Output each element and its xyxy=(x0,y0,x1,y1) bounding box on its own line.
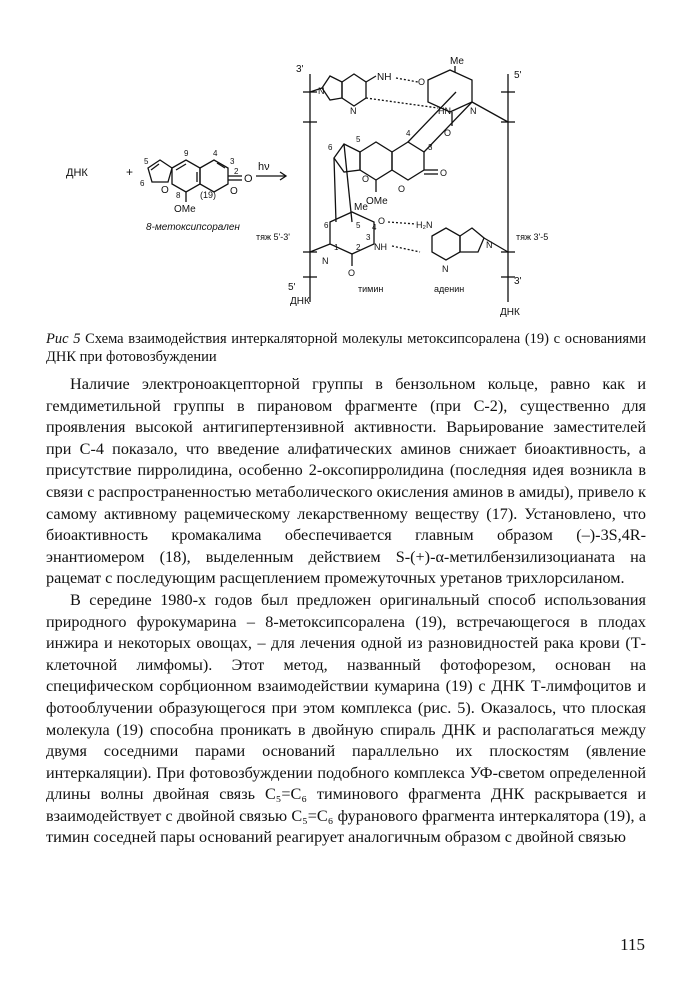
oxygen-top-thymine-2: O xyxy=(444,128,452,138)
oxygen-bottom-thymine: O xyxy=(378,216,386,226)
center-methoxy: OMe xyxy=(366,196,388,207)
ring-oxygen-7: O xyxy=(161,185,169,196)
adenine-label: аденин xyxy=(434,284,465,294)
hn-top-thymine: HN xyxy=(438,106,451,116)
amino-bottom: H₂N xyxy=(416,220,433,230)
dna-label-bottom-left: ДНК xyxy=(290,296,310,307)
bottom-num-5: 5 xyxy=(356,221,361,230)
adenine-top-six-ring xyxy=(342,74,366,106)
methyl-bottom: Me xyxy=(354,202,368,213)
strand-end-3-top: 3' xyxy=(296,64,304,75)
benzene-ring xyxy=(172,160,200,192)
oxygen-top-thymine: O xyxy=(418,77,426,87)
center-carbonyl-o: O xyxy=(440,168,448,178)
paragraph-2: В середине 1980-х годов был предложен оригинальный способ использования природного фурокумарина – 8-метоксипсоралена (19), встречающегося в плодах инжира и некоторых овощах, – для лечения одной из разновидностей рака крови (Т-клеточной лимфомы). Этот метод, названный фотофорезом, основан на специфическом сорбционном взаимодействии кумарина (19) с ДНК Т-лимфоцитов и фотооблучении образующегося при этом комплекса (рис. 5). Оказалось, что плоская молекула (19) способна проникать в двойную спираль ДНК и располагаться между двумя соседними парами оснований параллельно их плоскостям (явление интеркаляции). При фотовозбуждении подобного комплекса УФ-светом определенной длины волны двойная связь C₅=C₆ тиминового фрагмента ДНК раскрывается и взаимодействует с двойной связью C₅=C₆ фуранового фрагмента интеркалятора (19), а тимин соседней пары оснований реагирует аналогичным образом с двойной связью xyxy=(46,590,646,847)
amino-top: NH xyxy=(377,72,392,83)
caption-text: Схема взаимодействия интеркаляторной молекулы метоксипсоралена (19) с основаниями ДНК при фотовозбуждении xyxy=(46,331,647,365)
pyrone-ring xyxy=(200,160,228,192)
strand-end-5-top: 5' xyxy=(514,70,522,81)
thymine-label: тимин xyxy=(358,284,384,294)
carbonyl-oxygen: O xyxy=(244,173,253,185)
ring-oxygen-1: O xyxy=(230,186,238,197)
center-furan-o: O xyxy=(362,174,370,184)
center-ring-o: O xyxy=(398,184,406,194)
compound-number-19: (19) xyxy=(200,190,217,200)
furan-ring xyxy=(148,160,172,182)
page-number: 115 xyxy=(620,935,645,954)
atom-num-9: 9 xyxy=(184,149,189,158)
adenine-bottom-five-ring xyxy=(460,228,484,252)
adenine-bottom-six-ring xyxy=(432,228,460,260)
bottom-num-4: 4 xyxy=(372,223,377,232)
methoxy-label: OMe xyxy=(174,204,196,215)
center-num-3: 3 xyxy=(428,143,433,152)
reaction-scheme-figure xyxy=(60,52,620,320)
psoralen-center-pyrone xyxy=(392,142,424,180)
figure-caption xyxy=(46,330,646,366)
n-top-adenine: N xyxy=(318,86,325,96)
n-top-adenine-2: N xyxy=(350,106,357,116)
center-num-4: 4 xyxy=(406,129,411,138)
n-top-thymine: N xyxy=(470,106,477,116)
bottom-num-1: 1 xyxy=(334,243,339,252)
center-num-6: 6 xyxy=(328,143,333,152)
dna-label-bottom-right: ДНК xyxy=(500,307,520,318)
n-bottom-adenine: N xyxy=(442,264,449,274)
atom-num-5: 5 xyxy=(144,157,149,166)
atom-num-8: 8 xyxy=(176,191,181,200)
bottom-num-6: 6 xyxy=(324,221,329,230)
paragraph-1: Наличие электроноакцепторной группы в бензольном кольце, равно как и гемдиметильной группы в пирановом фрагменте (при С-2), существенно для проявления высокой антигипертензивной активности. Варьирование заместителей при С-4 показало, что введение алифатических аминов снижает биоактивность, а присутствие пирролидина, особенно 2-оксопирролидина (последняя идея возникла в связи с распространенностью метаболического окисления аминов в амиды), привело к самому активному рацемическому лекарственному веществу (17). Установлено, что биоактивность кромакалима обеспечивается главным образом (–)-3S,4R-энантиомером (18), выделенным действием S-(+)-α-метилбензилизоцианата на рацемат с последующим расщеплением промежуточных уретанов трихлорсиланом. xyxy=(46,375,646,588)
atom-num-3: 3 xyxy=(230,157,235,166)
n-bottom-adenine-2: N xyxy=(486,240,493,250)
center-num-5: 5 xyxy=(356,135,361,144)
compound-name: 8-метоксипсорален xyxy=(146,222,240,233)
n-bottom-thymine: N xyxy=(322,256,329,266)
dna-label-left: ДНК xyxy=(66,167,88,179)
methyl-top: Me xyxy=(450,56,464,67)
plus-sign: + xyxy=(126,165,134,179)
atom-num-4: 4 xyxy=(213,149,218,158)
strand-label-left: тяж 5'-3' xyxy=(256,232,290,242)
strand-end-5-bottom: 5' xyxy=(288,282,296,293)
strand-label-right: тяж 3'-5 xyxy=(516,232,549,242)
atom-num-2: 2 xyxy=(234,167,239,176)
bottom-num-3: 3 xyxy=(366,233,371,242)
hv-label: hν xyxy=(258,161,270,173)
bottom-num-2: 2 xyxy=(356,243,361,252)
cycloadduct-bond-bottom xyxy=(344,144,352,222)
body-text xyxy=(46,374,646,849)
adenine-top-five-ring xyxy=(322,76,342,100)
nh-bottom-thymine: NH xyxy=(374,242,387,252)
atom-num-6: 6 xyxy=(140,179,145,188)
reaction-scheme-svg xyxy=(60,52,620,320)
caption-label: Рис 5 xyxy=(46,331,81,347)
oxygen-bottom-thymine-2: O xyxy=(348,268,356,278)
strand-end-3-bottom: 3' xyxy=(514,276,522,287)
